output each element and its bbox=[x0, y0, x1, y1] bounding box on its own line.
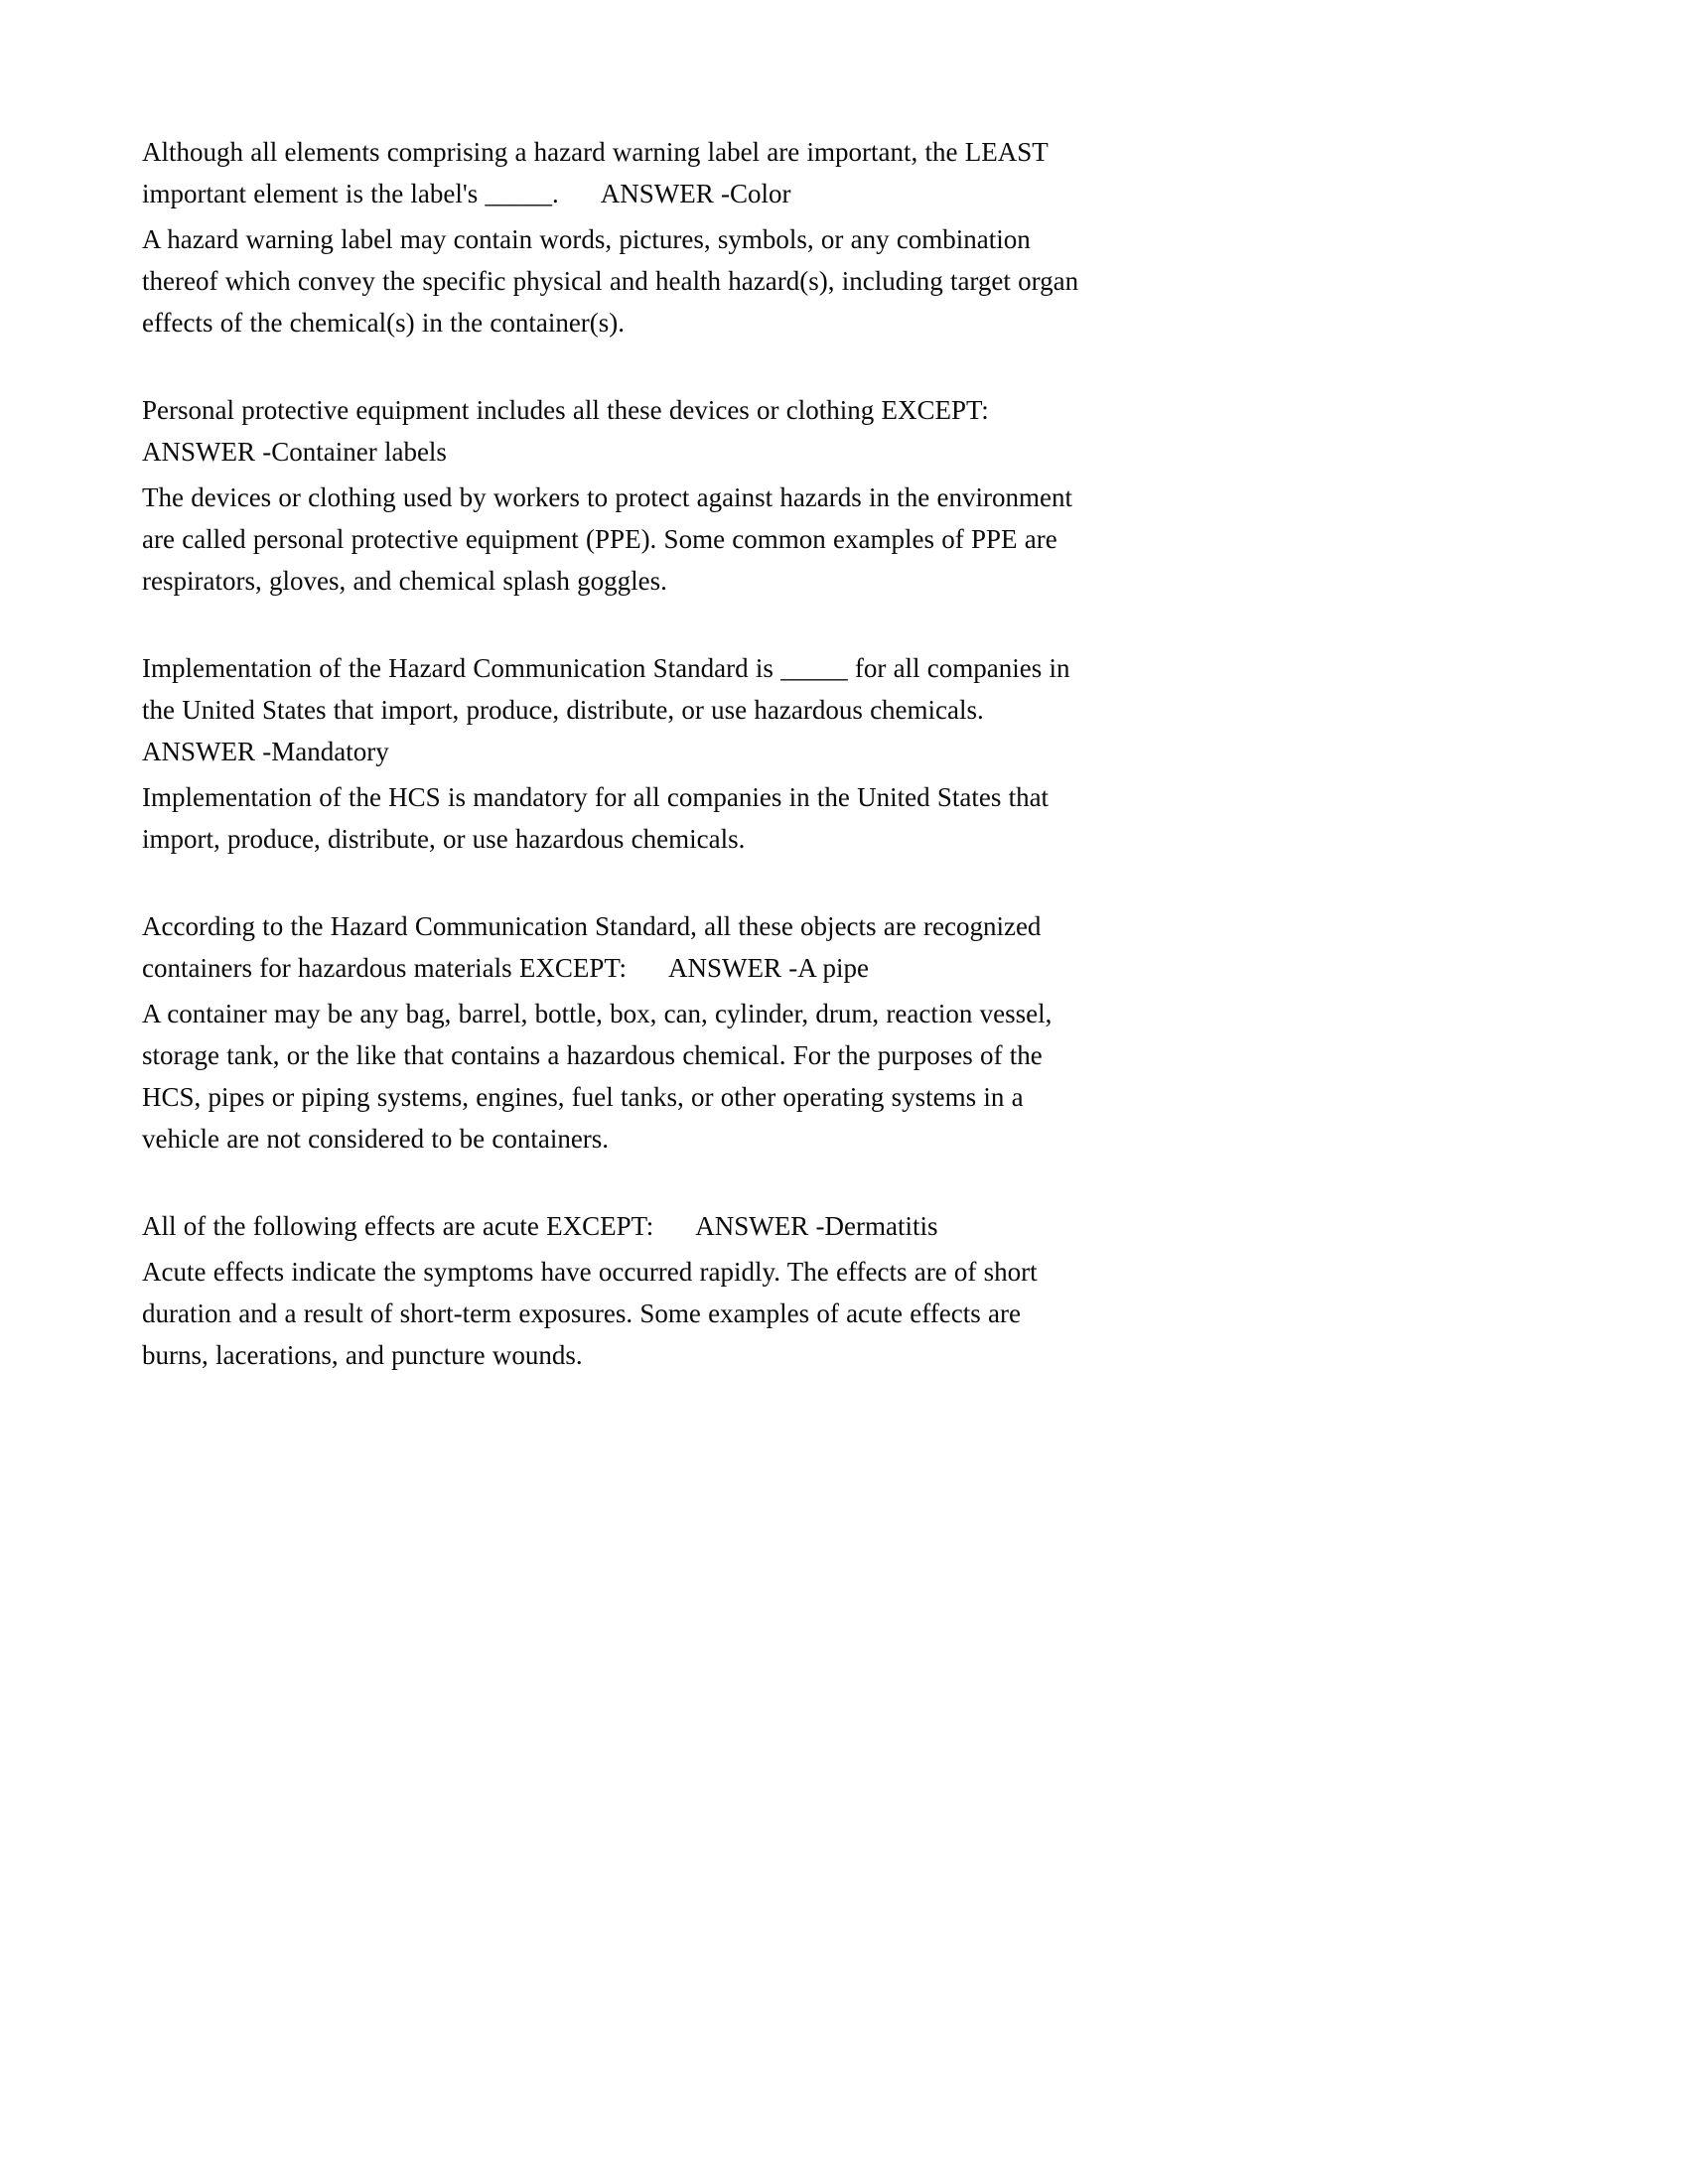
explanation-text: The devices or clothing used by workers to protect against hazards in the environment are called personal protective equipment (PPE). Some common examples of PPE are respirators, gloves, and chemical splash goggles. bbox=[142, 482, 1072, 596]
question-text: Although all elements comprising a hazard warning label are important, the LEAST important element is the label's _____. ANSWER -Color bbox=[142, 137, 1049, 208]
qa-item bbox=[142, 389, 1085, 602]
explanation-text: A container may be any bag, barrel, bottle, box, can, cylinder, drum, reaction vessel, storage tank, or the like that contains a hazardous chemical. For the purposes of the HCS, pipes or piping systems, engines, fuel tanks, or other operating systems in a vehicle are not considered to be containers. bbox=[142, 999, 1053, 1154]
explanation-text: Acute effects indicate the symptoms have occurred rapidly. The effects are of short duration and a result of short-term exposures. Some examples of acute effects are burns, lacerations, and puncture wounds. bbox=[142, 1257, 1038, 1370]
qa-item bbox=[142, 905, 1085, 1160]
qa-item bbox=[142, 1205, 1085, 1376]
question-text: Personal protective equipment includes all these devices or clothing EXCEPT: ANSWER -Container labels bbox=[142, 395, 989, 467]
question-text: All of the following effects are acute EXCEPT: ANSWER -Dermatitis bbox=[142, 1211, 938, 1241]
explanation-text: A hazard warning label may contain words, pictures, symbols, or any combination thereof which convey the specific physical and health hazard(s), including target organ effects of the chemical(s) in the container(s). bbox=[142, 224, 1079, 338]
question-text: Implementation of the Hazard Communication Standard is _____ for all companies in the United States that import, produce, distribute, or use hazardous chemicals. ANSWER -Mandatory bbox=[142, 653, 1070, 766]
qa-item bbox=[142, 131, 1085, 343]
explanation-text: Implementation of the HCS is mandatory for all companies in the United States that import, produce, distribute, or use hazardous chemicals. bbox=[142, 782, 1050, 854]
qa-item bbox=[142, 647, 1085, 860]
question-text: According to the Hazard Communication Standard, all these objects are recognized containers for hazardous materials EXCEPT: ANSWER -A pipe bbox=[142, 911, 1042, 983]
document-content bbox=[142, 131, 1085, 1376]
